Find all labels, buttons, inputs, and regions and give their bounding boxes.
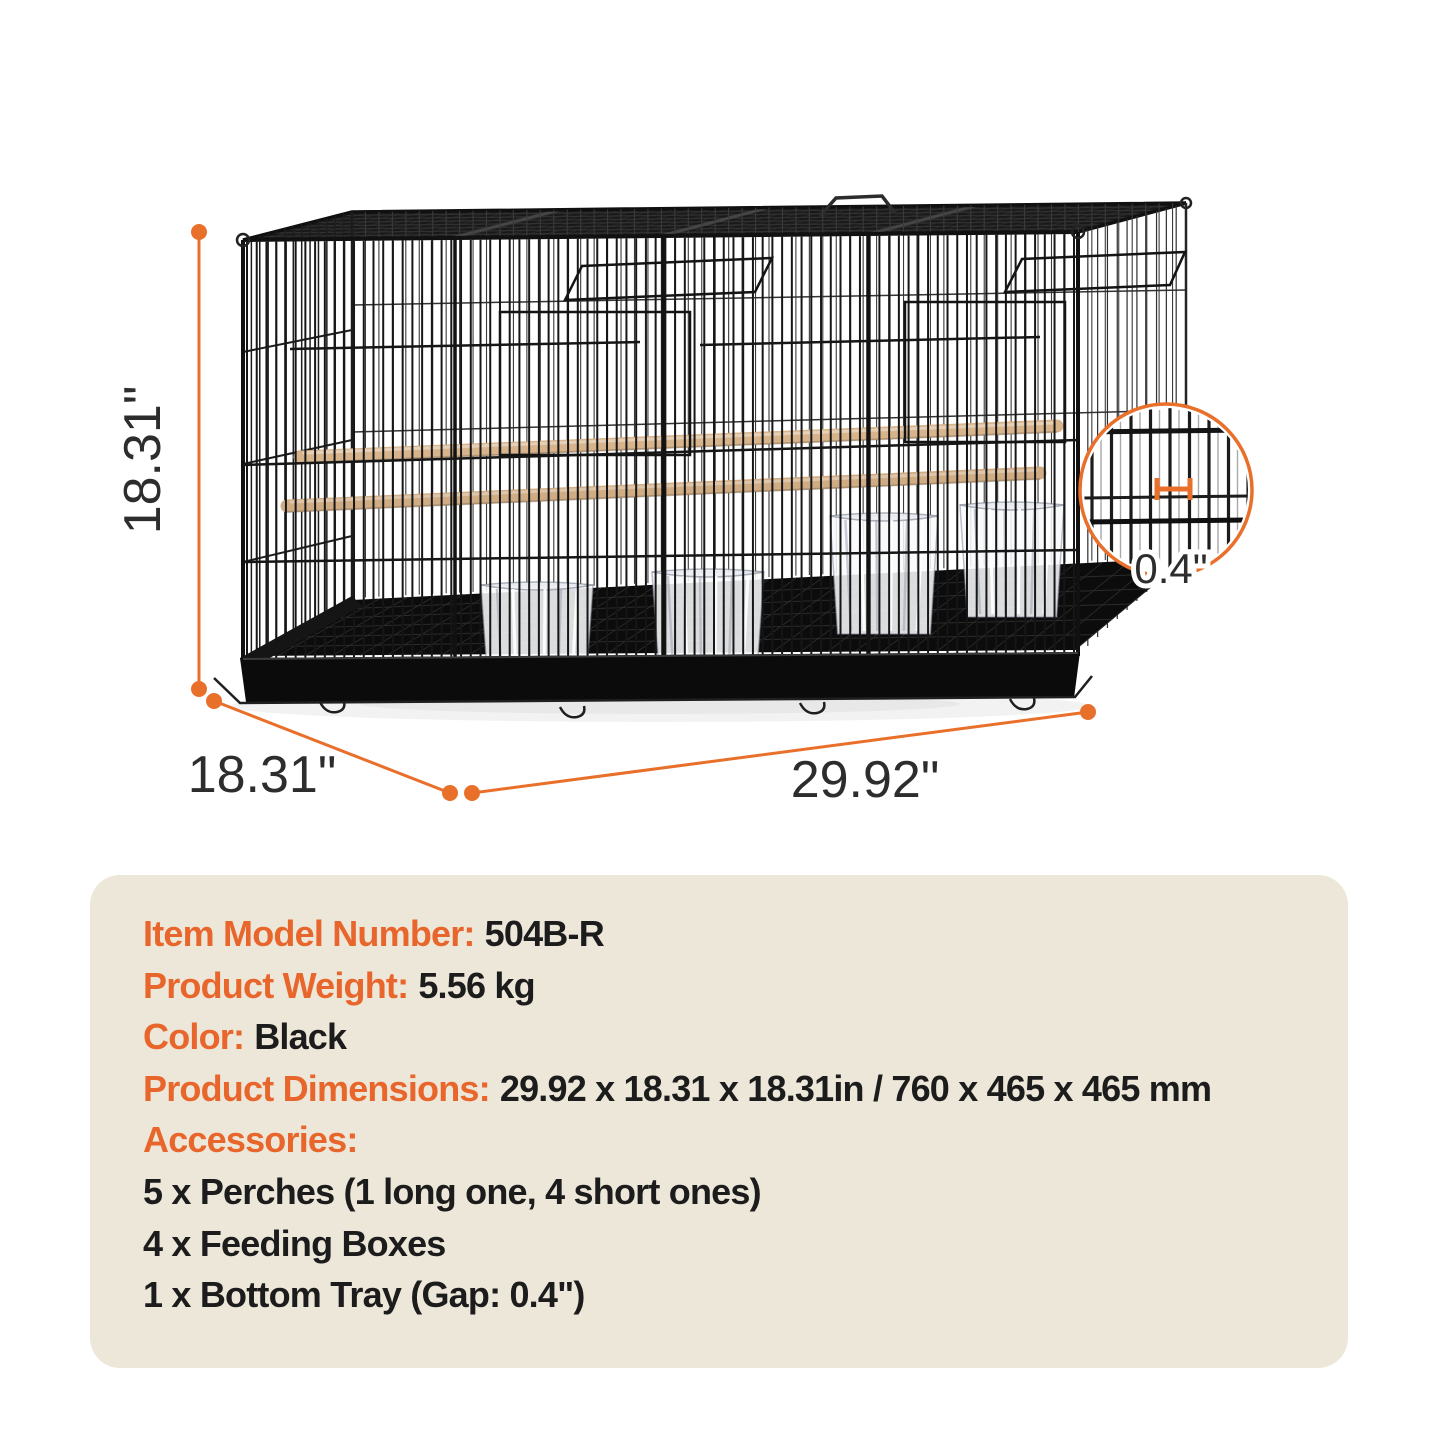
- spec-label: Accessories:: [143, 1119, 358, 1161]
- gap-dimension-label: 0.4": [1134, 545, 1208, 592]
- dimension-dot: [442, 785, 458, 801]
- width-dimension-label: 29.92": [790, 751, 940, 809]
- dimension-dot: [206, 693, 222, 709]
- cage-doors: [500, 252, 1185, 455]
- spec-row-dimensions: [143, 1063, 1318, 1115]
- cage-left-side-bars: [251, 214, 343, 655]
- spec-label: Item Model Number:: [143, 913, 475, 954]
- spec-row-bottom-tray: [143, 1269, 1318, 1321]
- spec-value: 29.92 x 18.31 x 18.31in / 760 x 465 x 465 mm: [499, 1067, 1212, 1109]
- spec-row-model: [143, 908, 1318, 960]
- dimension-dot: [191, 681, 207, 697]
- bird-cage-illustration: [214, 196, 1191, 717]
- spec-label: Product Weight:: [143, 964, 409, 1006]
- spec-value: 504B-R: [484, 913, 604, 954]
- spec-row-color: [143, 1011, 1318, 1063]
- spec-row-perches: [143, 1166, 1318, 1218]
- feeding-box: [830, 513, 938, 634]
- feeding-box: [960, 502, 1064, 617]
- spec-row-accessories-heading: [143, 1114, 1318, 1166]
- spec-value: Black: [254, 1016, 347, 1058]
- spec-label: Product Dimensions:: [143, 1067, 490, 1109]
- dimension-dot: [191, 224, 207, 240]
- spec-label: Color:: [143, 1016, 245, 1058]
- dimension-dot: [1080, 704, 1096, 720]
- height-dimension-label: 18.31": [114, 385, 172, 535]
- depth-dimension-label: 18.31": [187, 746, 337, 804]
- dimension-dot: [464, 785, 480, 801]
- spec-row-feeding-boxes: [143, 1218, 1318, 1270]
- spec-value: 4 x Feeding Boxes: [143, 1222, 446, 1264]
- spec-panel: [90, 875, 1348, 1368]
- spec-value: 5.56 kg: [418, 964, 535, 1006]
- spec-value: 1 x Bottom Tray (Gap: 0.4"): [143, 1274, 585, 1316]
- height-dimension: [114, 224, 207, 697]
- spec-row-weight: [143, 960, 1318, 1012]
- spec-value: 5 x Perches (1 long one, 4 short ones): [143, 1170, 761, 1212]
